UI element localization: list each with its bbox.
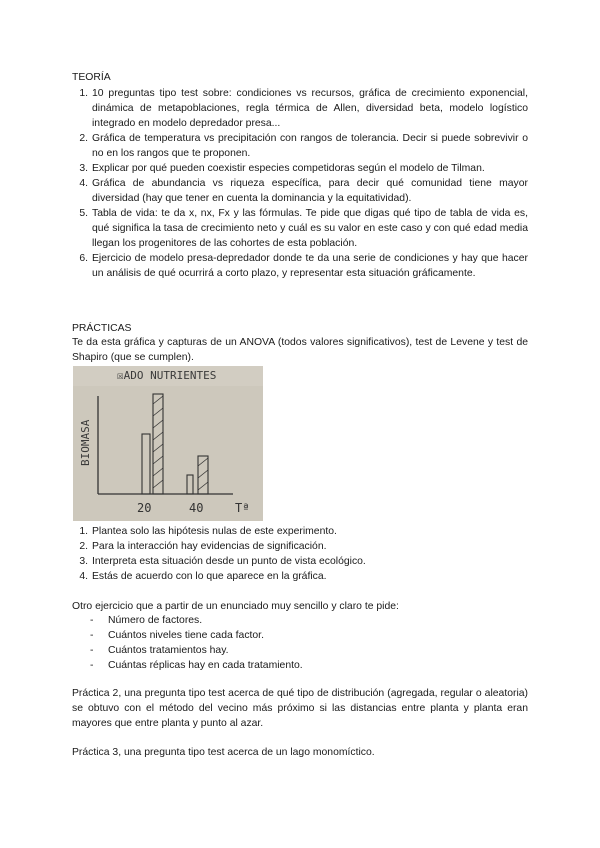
practica-3: Práctica 3, una pregunta tipo test acerca de un lago monomíctico. [72, 747, 375, 758]
list-item: 3. Interpreta esta situación desde un punto de vista ecológico. [79, 556, 366, 567]
x-tick-20: 20 [137, 501, 152, 515]
list-item: 1. Plantea solo las hipótesis nulas de este experimento. [79, 526, 337, 537]
teoria-heading: TEORÍA [72, 72, 111, 83]
graph-photo [73, 366, 263, 521]
list-item: - Cuántos tratamientos hay. [90, 645, 229, 656]
list-item: 4. Estás de acuerdo con lo que aparece en la gráfica. [79, 571, 327, 582]
list-item: 2. Gráfica de temperatura vs precipitación con rangos de tolerancia. Decir si puede sobrevivir o no en los rangos que te proponen. [79, 133, 528, 159]
list-item: 6. Ejercicio de modelo presa-depredador donde te da una serie de condiciones y hay que hacer un análisis de qué ocurrirá a corto plazo, y representar esta situación gráficamente. [79, 253, 528, 279]
list-item: 5. Tabla de vida: te da x, nx, Fx y las fórmulas. Te pide que digas qué tipo de tabla de vida es, qué significa la tasa de crecimiento neto y cuál es su valor en este caso y con qué edad media llegan los progenitores de las cohortes de esta población. [79, 208, 528, 249]
list-item: - Número de factores. [90, 615, 203, 626]
y-axis-label: BIOMASA [79, 419, 92, 466]
x-tick-40: 40 [189, 501, 204, 515]
otro-ejercicio-list [72, 613, 528, 673]
practicas-questions [72, 524, 528, 584]
practicas-intro: Te da esta gráfica y capturas de un ANOVA (todos valores significativos), test de Levene y test de Shapiro (que se cumplen). [72, 337, 528, 363]
list-item: 1. 10 preguntas tipo test sobre: condiciones vs recursos, gráfica de crecimiento exponencial, dinámica de metapoblaciones, regla térmica de Allen, diversidad beta, modelo logístico integrado en modelo depredador presa... [79, 88, 528, 129]
chart-title: ☒ADO NUTRIENTES [117, 369, 217, 382]
hand-drawn-chart [73, 366, 263, 521]
list-item: 2. Para la interacción hay evidencias de significación. [79, 541, 327, 552]
otro-ejercicio-intro: Otro ejercicio que a partir de un enunciado muy sencillo y claro te pide: [72, 601, 399, 612]
x-axis-label: Tª [235, 501, 250, 515]
list-item: 3. Explicar por qué pueden coexistir especies competidoras según el modelo de Tilman. [79, 163, 485, 174]
list-item: 4. Gráfica de abundancia vs riqueza específica, para decir qué comunidad tiene mayor diversidad (hay que tener en cuenta la dominancia y la equitatividad). [79, 178, 528, 204]
list-item: - Cuántos niveles tiene cada factor. [90, 630, 264, 641]
list-item: - Cuántas réplicas hay en cada tratamiento. [90, 660, 303, 671]
practicas-heading: PRÁCTICAS [72, 323, 132, 334]
practica-2: Práctica 2, una pregunta tipo test acerca de qué tipo de distribución (agregada, regular o aleatoria) se obtuvo con el método del vecino más próximo si las distancias entre planta y planta eran mayores que entre planta y punto al azar. [72, 688, 528, 729]
teoria-list [72, 86, 528, 281]
